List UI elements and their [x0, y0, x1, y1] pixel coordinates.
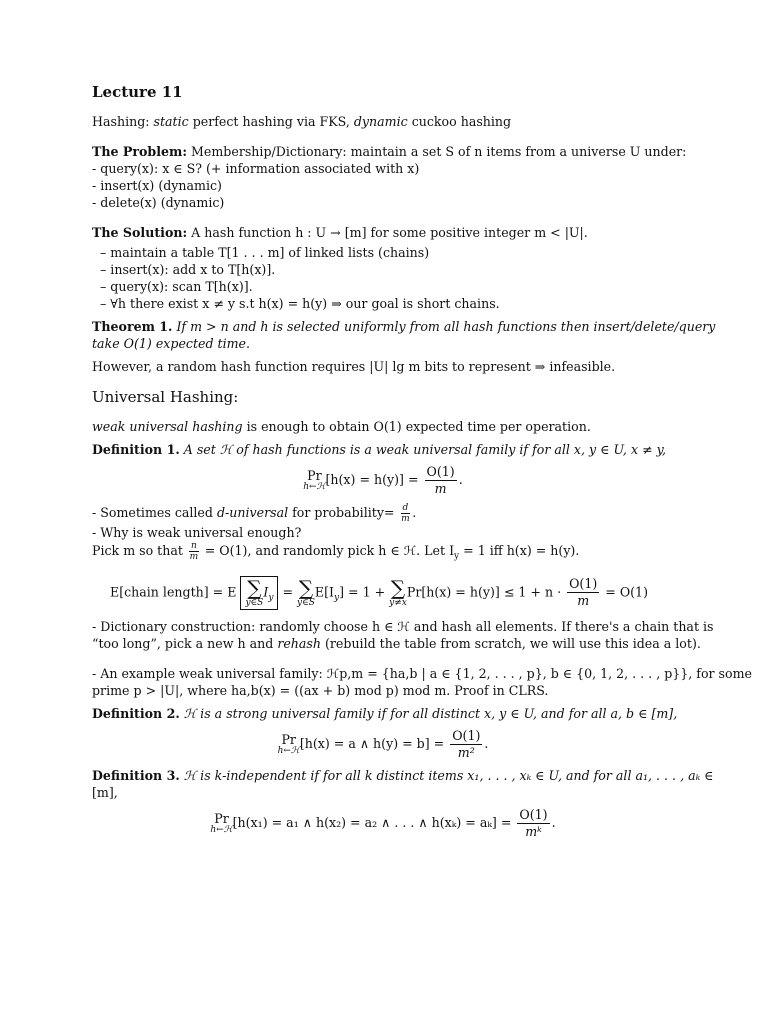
definition-3-label: Definition 3.: [92, 767, 180, 783]
probability-term: Pr[h(x) = h(y)] ≤ 1 + n ·: [406, 584, 566, 600]
section-universal-hashing: Universal Hashing:: [92, 388, 239, 406]
definition-3-line2: [m],: [92, 784, 118, 800]
pr-operator: Pr: [281, 731, 296, 747]
dictionary-note-line2: [92, 635, 701, 652]
problem-item: - delete(x) (dynamic): [92, 195, 225, 210]
example-line1: - An example weak universal family: ℋp,m = {ha,b | a ∈ {1, 2, . . . , p}, b ∈ {0, 1, 2, . . . , p}}, for some: [92, 665, 752, 681]
dictionary-note-line1: - Dictionary construction: randomly choose h ∈ ℋ and hash all elements. If there's a chain that is: [92, 618, 714, 634]
subtitle-pre: Hashing:: [92, 114, 154, 129]
sum-subscript: y∈S: [297, 597, 315, 608]
note-text: for probability=: [288, 505, 399, 520]
pr-subscript: h←ℋ: [303, 482, 326, 492]
note-text: (rebuild the table from scratch, we will use this idea a lot).: [321, 635, 701, 651]
lecture-notes-page: [92, 83, 752, 846]
d-universal-note: [92, 503, 674, 524]
pick-note: [92, 541, 674, 566]
rehash-em: rehash: [277, 635, 321, 651]
weak-universal-note: [92, 418, 674, 435]
pr-operator: Pr: [307, 468, 322, 483]
why-note: - Why is weak universal enough?: [92, 525, 302, 540]
definition-2-text: ℋ is a strong universal family if for all distinct x, y ∈ U, and for all a, b ∈ [m],: [179, 705, 678, 721]
equation-tail: .: [458, 472, 463, 487]
fraction-denominator: m: [401, 514, 410, 524]
subtitle-mid: perfect hashing via FKS,: [188, 114, 354, 129]
fraction-numerator: O(1): [519, 806, 548, 822]
chain-length-equation: [84, 576, 674, 610]
subscript: y: [334, 592, 340, 603]
pr-subscript: h←ℋ: [277, 745, 300, 756]
solution-bullet: – query(x): scan T[h(x)].: [100, 279, 253, 294]
problem-text: Membership/Dictionary: maintain a set S of n items from a universe U under:: [187, 144, 687, 159]
fraction-denominator: m: [189, 552, 199, 562]
note-text: “too long”, pick a new h and: [92, 635, 278, 651]
problem-item: - query(x): x ∈ S? (+ information associated with x): [92, 161, 420, 176]
subtitle-static: static: [153, 114, 189, 129]
theorem-1-label: Theorem 1.: [92, 319, 173, 334]
lecture-title: Lecture 11: [92, 83, 183, 101]
problem-label: The Problem:: [92, 144, 188, 159]
fraction-denominator: mᵏ: [525, 823, 542, 839]
sum-symbol: ∑: [390, 575, 406, 600]
weak-universal-em: weak universal hashing: [92, 419, 243, 434]
fraction-numerator: d: [402, 503, 409, 513]
fraction-numerator: O(1): [452, 727, 481, 743]
expectation-term: ] = 1 +: [339, 584, 390, 600]
solution-label: The Solution:: [92, 225, 188, 240]
subtitle-post: cuckoo hashing: [407, 114, 512, 129]
sum-symbol: ∑: [298, 575, 314, 600]
subscript: y: [268, 592, 274, 603]
fraction-numerator: O(1): [569, 576, 598, 592]
definition-3-equation: [92, 807, 674, 840]
definition-1-label: Definition 1.: [92, 442, 180, 457]
weak-universal-rest: is enough to obtain O(1) expected time per operation.: [242, 419, 591, 434]
equation-lhs: [h(x₁) = a₁ ∧ h(x₂) = a₂ ∧ . . . ∧ h(xₖ) = aₖ] =: [232, 814, 512, 830]
indicator: I: [263, 584, 269, 600]
fraction-denominator: m²: [457, 744, 475, 760]
solution-section: [92, 224, 674, 312]
note-text: = 1 iff h(x) = h(y).: [459, 543, 580, 558]
pr-subscript: h←ℋ: [210, 824, 233, 835]
solution-text: A hash function h : U → [m] for some positive integer m < |U|.: [187, 225, 588, 240]
equation-lhs: [h(x) = h(y)] =: [325, 472, 419, 487]
sum-subscript: y∈S: [245, 597, 264, 608]
equation-lhs: [h(x) = a ∧ h(y) = b] =: [299, 735, 445, 751]
fraction-denominator: m: [434, 481, 447, 496]
however-note: However, a random hash function requires |U| lg m bits to represent ⇒ infeasible.: [92, 359, 616, 374]
subscript: y: [454, 551, 460, 562]
sum-subscript: y≠x: [389, 597, 407, 608]
definition-2-equation: [92, 728, 674, 761]
definition-1-equation: [92, 464, 674, 497]
lecture-subtitle: [92, 113, 674, 130]
solution-bullet: – insert(x): add x to T[h(x)].: [100, 262, 276, 277]
note-text: - Sometimes called: [92, 505, 217, 520]
theorem-1-line2: take O(1) expected time.: [92, 336, 251, 351]
theorem-1: [92, 318, 716, 352]
equation-tail: .: [551, 814, 556, 830]
note-text: .: [412, 505, 417, 520]
equation-lhs: E[chain length] = E: [110, 584, 237, 600]
problem-section: [92, 143, 687, 211]
fraction-numerator: n: [190, 541, 197, 551]
definition-3: [92, 767, 714, 801]
definition-2-label: Definition 2.: [92, 705, 180, 721]
fraction-denominator: m: [577, 593, 590, 609]
definition-1: [92, 441, 674, 458]
definition-3-text: ℋ is k-independent if for all k distinct items x₁, . . . , xₖ ∈ U, and for all a₁, . . . , aₖ ∈: [179, 767, 714, 783]
definition-1-text: A set ℋ of hash functions is a weak universal family if for all x, y ∈ U, x ≠ y,: [179, 442, 667, 457]
note-em: d-universal: [216, 505, 289, 520]
expectation-bracket: [240, 576, 278, 610]
solution-bullet: – maintain a table T[1 . . . m] of linked lists (chains): [100, 245, 430, 260]
pr-operator: Pr: [214, 810, 229, 826]
solution-bullet: – ∀h there exist x ≠ y s.t h(x) = h(y) ⇒ our goal is short chains.: [100, 296, 500, 311]
sum-symbol: ∑: [247, 575, 262, 600]
example-line2: prime p > |U|, where ha,b(x) = ((ax + b) mod p) mod m. Proof in CLRS.: [92, 682, 549, 698]
note-text: Pick m so that: [92, 543, 187, 558]
equals: =: [278, 584, 297, 600]
equation-end: = O(1): [601, 584, 648, 600]
problem-item: - insert(x) (dynamic): [92, 178, 222, 193]
equation-tail: .: [484, 735, 489, 751]
note-text: = O(1), and randomly pick h ∈ ℋ. Let I: [200, 543, 455, 558]
theorem-1-line1: If m > n and h is selected uniformly from all hash functions then insert/delete/query: [172, 319, 716, 334]
expectation-term: E[I: [314, 584, 335, 600]
subtitle-dynamic: dynamic: [353, 114, 408, 129]
fraction-numerator: O(1): [426, 464, 455, 479]
definition-2: [92, 705, 678, 722]
